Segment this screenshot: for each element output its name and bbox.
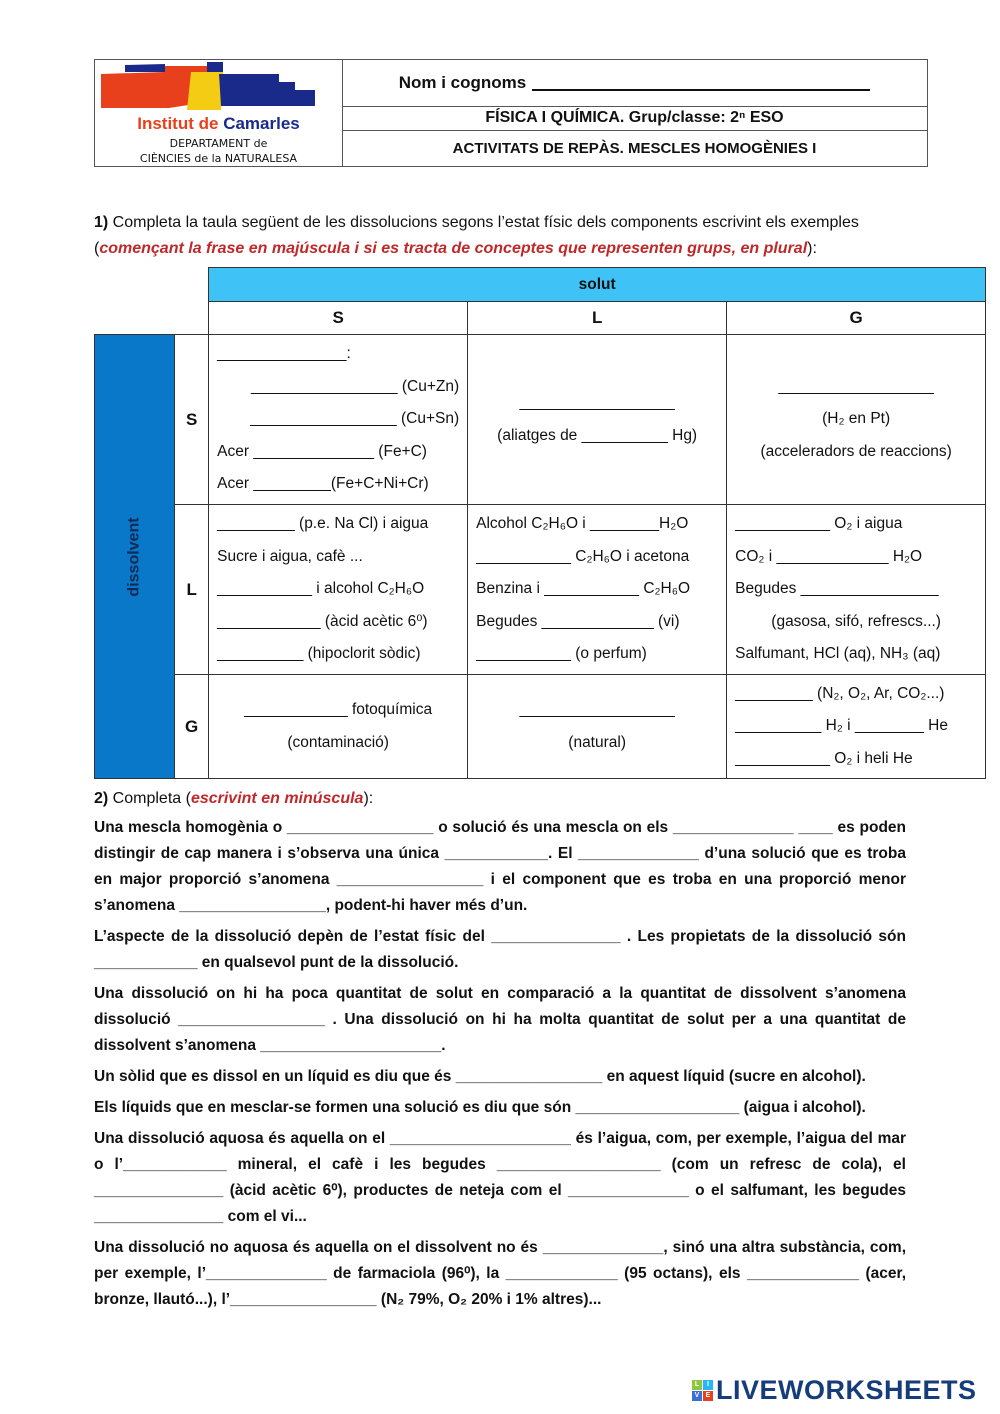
solutions-table — [94, 267, 986, 779]
school-logo-icon — [95, 60, 342, 116]
cell-solid-solid[interactable]: _______________: _________________ (Cu+Zn) _________________ (Cu+Sn) Acer ______________ (Fe+C) Acer _________(Fe+C+Ni+Cr) — [209, 335, 468, 505]
school-name: Institut de Camarles — [137, 114, 300, 133]
column-header-s: S — [209, 302, 468, 335]
liveworksheets-logo — [692, 1375, 977, 1406]
solut-header: solut — [209, 268, 986, 302]
cell-solid-gas[interactable]: __________________ (H₂ en Pt) (acceleradors de reaccions) — [727, 335, 986, 505]
exercise2-paragraph[interactable]: L’aspecte de la dissolució depèn de l’estat físic del _______________ . Les propietats de la dissolució són ____________ en qualsevol punt de la dissolució. — [94, 928, 906, 971]
exercise2-instruction: 2) Completa (escrivint en minúscula): — [94, 790, 374, 807]
exercise2-paragraph[interactable]: Una mescla homogènia o _________________ o solució és una mescla on els ______________ ____ es poden distingir de cap manera i s’observa una única ____________. El ______________ d’una solució que es troba en major proporció s’anomena _________________ i el component que es troba en una proporció menor s’anomena _________________, podent-hi haver més d’un. — [94, 819, 906, 914]
exercise2-note: escrivint en minúscula — [190, 790, 364, 807]
column-header-l: L — [468, 302, 727, 335]
header-info — [342, 60, 927, 166]
subject-row: FÍSICA I QUÍMICA. Grup/classe: 2ⁿ ESO — [342, 106, 927, 131]
cell-liquid-gas[interactable]: ___________ O₂ i aigua CO₂ i _____________ H₂O Begudes ________________ (gasosa, sifó, refrescs...) Salfumant, HCl (aq), NH₃ (aq) — [727, 505, 986, 675]
exercise1-number: 1) — [94, 214, 109, 231]
name-input[interactable] — [532, 75, 870, 91]
liveworksheets-brand: LIVEWORKSHEETS — [716, 1375, 977, 1405]
row-header-g: G — [175, 675, 209, 779]
exercise2-paragraph[interactable]: Una dissolució aquosa és aquella on el _____________________ és l’aigua, com, per exemple, l’aigua del mar o l’____________ mineral, el cafè i les begudes ___________________ (com un refresc de cola), el _______________ (àcid acètic 6⁰), productes de neteja com el ______________ o el salfumant, les begudes _______________ com el vi... — [94, 1130, 906, 1225]
cell-solid-liquid[interactable]: __________________ (aliatges de __________ Hg) — [468, 335, 727, 505]
column-header-g: G — [727, 302, 986, 335]
row-header-l: L — [175, 505, 209, 675]
exercise2-body — [94, 815, 906, 1318]
cell-liquid-solid[interactable]: _________ (p.e. Na Cl) i aigua Sucre i aigua, cafè ... ___________ i alcohol C₂H₆O ____________ (àcid acètic 6⁰) __________ (hipoclorit sòdic) — [209, 505, 468, 675]
cell-gas-solid[interactable]: ____________ fotoquímica (contaminació) — [209, 675, 468, 779]
name-label: Nom i cognoms — [398, 73, 527, 92]
department-name: DEPARTAMENT de CIÈNCIES de la NATURALESA — [139, 137, 298, 165]
exercise2-paragraph[interactable]: Un sòlid que es dissol en un líquid es diu que és _________________ en aquest líquid (sucre en alcohol). — [94, 1068, 866, 1085]
liveworksheets-tiles-icon: L I V E — [692, 1380, 713, 1401]
exercise1-note: començant la frase en majúscula i si es tracta de conceptes que representen grups, en plural — [99, 240, 808, 257]
cell-gas-liquid[interactable]: __________________ (natural) — [468, 675, 727, 779]
table-corner — [95, 268, 209, 335]
dissolvent-header: dissolvent — [95, 335, 175, 779]
header-box — [94, 59, 928, 167]
cell-liquid-liquid[interactable]: Alcohol C₂H₆O i ________H₂O ___________ C₂H₆O i acetona Benzina i ___________ C₂H₆O Begudes _____________ (vi) ___________ (o perfum) — [468, 505, 727, 675]
row-header-s: S — [175, 335, 209, 505]
activity-title: ACTIVITATS DE REPÀS. MESCLES HOMOGÈNIES I — [452, 139, 817, 157]
name-row — [342, 60, 927, 107]
exercise2-paragraph[interactable]: Una dissolució no aquosa és aquella on el dissolvent no és ______________, sinó una altra substància, com, per exemple, l’______________ de farmaciola (96⁰), la _____________ (95 octans), els _____________ (acer, bronze, llautó...), l’_________________ (N₂ 79%, O₂ 20% i 1% altres)... — [94, 1239, 906, 1308]
exercise1-instruction: 1) Completa la taula següent de les dissolucions segons l’estat físic dels components escrivint els exemples (començant la frase en majúscula i si es tracta de conceptes que representen grups, en plural): — [94, 214, 859, 257]
exercise2-paragraph[interactable]: Els líquids que en mesclar-se formen una solució es diu que són ___________________ (aigua i alcohol). — [94, 1099, 866, 1116]
school-logo — [95, 60, 343, 166]
exercise2-paragraph[interactable]: Una dissolució on hi ha poca quantitat de solut en comparació a la quantitat de dissolvent s’anomena dissolució _________________ . Una dissolució on hi ha molta quantitat de solut per a una quantitat de dissolvent s’anomena _____________________. — [94, 985, 906, 1054]
exercise2-number: 2) — [94, 790, 109, 807]
cell-gas-gas[interactable]: _________ (N₂, O₂, Ar, CO₂...) __________ H₂ i ________ He ___________ O₂ i heli He — [727, 675, 986, 779]
